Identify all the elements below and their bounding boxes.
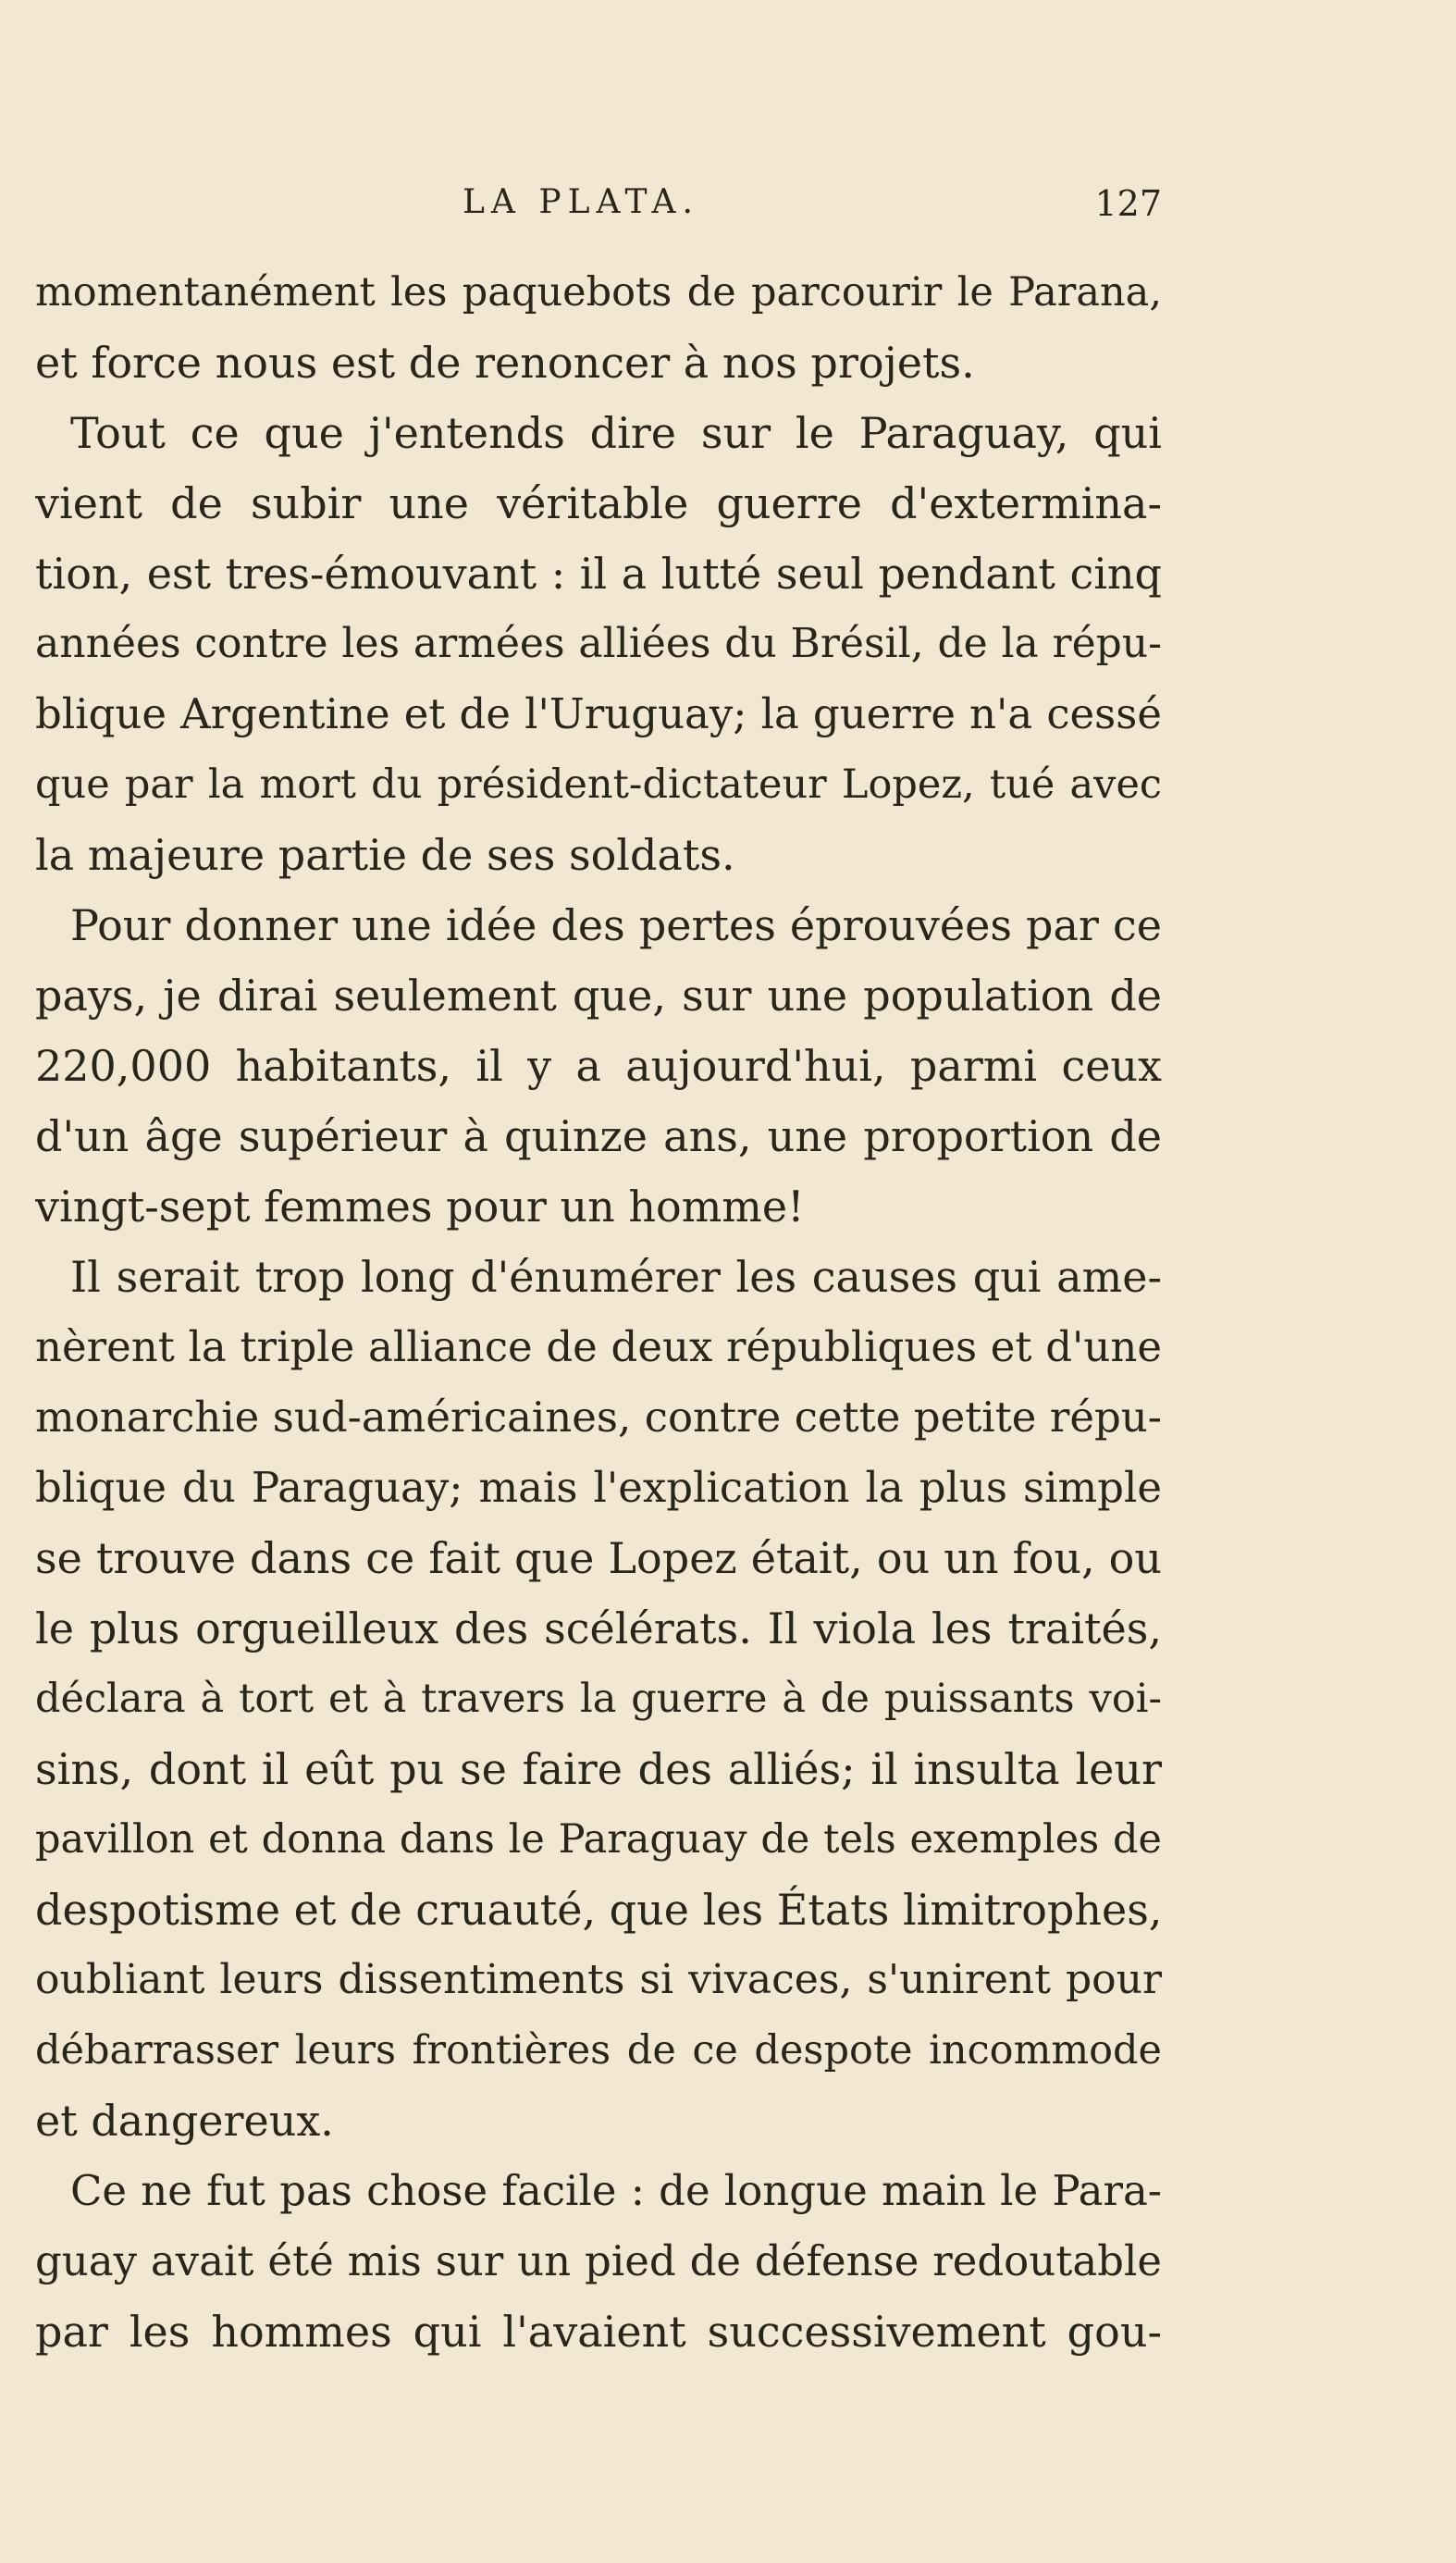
text-line: et force nous est de renoncer à nos projets. xyxy=(35,338,975,388)
text-line: despotisme et de cruauté, que les États limitrophes, xyxy=(35,1885,1162,1935)
text-line: se trouve dans ce fait que Lopez était, ou un fou, ou xyxy=(35,1533,1162,1583)
text-line: oubliant leurs dissentiments si vivaces, s'unirent pour xyxy=(35,1956,1162,2003)
text-line: sins, dont il eût pu se faire des alliés; il insulta leur xyxy=(35,1744,1162,1794)
text-line: années contre les armées alliées du Brésil, de la répu- xyxy=(35,620,1162,667)
text-line: la majeure partie de ses soldats. xyxy=(35,830,735,880)
page-number: 127 xyxy=(1094,183,1162,224)
text-line: Tout ce que j'entends dire sur le Paraguay, qui xyxy=(70,408,1162,458)
text-line: vingt-sept femmes pour un homme! xyxy=(35,1182,805,1232)
text-line: et dangereux. xyxy=(35,2096,334,2146)
text-line: débarrasser leurs frontières de ce despote incommode xyxy=(35,2027,1162,2074)
text-line: Il serait trop long d'énumérer les causes qui ame- xyxy=(70,1252,1162,1302)
text-line: déclara à tort et à travers la guerre à de puissants voi- xyxy=(35,1676,1162,1722)
body-text xyxy=(35,257,1162,2367)
text-line: nèrent la triple alliance de deux républiques et d'une xyxy=(35,1322,1162,1371)
text-line: tion, est tres-émouvant : il a lutté seul pendant cinq xyxy=(35,549,1162,599)
text-line: Ce ne fut pas chose facile : de longue main le Para- xyxy=(70,2166,1162,2215)
text-line: vient de subir une véritable guerre d'extermina- xyxy=(35,478,1162,528)
text-line: pays, je dirai seulement que, sur une population de xyxy=(35,971,1162,1021)
text-line: momentanément les paquebots de parcourir le Parana, xyxy=(35,269,1162,316)
text-line: guay avait été mis sur un pied de défense redoutable xyxy=(35,2236,1162,2285)
text-line: blique Argentine et de l'Uruguay; la guerre n'a cessé xyxy=(35,689,1162,738)
text-line: Pour donner une idée des pertes éprouvées par ce xyxy=(70,900,1162,950)
text-line: blique du Paraguay; mais l'explication la plus simple xyxy=(35,1463,1162,1512)
text-line: que par la mort du président-dictateur Lopez, tué avec xyxy=(35,761,1162,808)
text-line: le plus orgueilleux des scélérats. Il viola les traités, xyxy=(35,1603,1162,1653)
text-line: 220,000 habitants, il y a aujourd'hui, parmi ceux xyxy=(35,1041,1162,1091)
running-title: LA PLATA. xyxy=(463,183,699,221)
text-line: d'un âge supérieur à quinze ans, une proportion de xyxy=(35,1111,1162,1161)
text-line: monarchie sud-américaines, contre cette petite répu- xyxy=(35,1393,1162,1442)
text-line: pavillon et donna dans le Paraguay de tels exemples de xyxy=(35,1816,1162,1863)
text-line: par les hommes qui l'avaient successivement gou- xyxy=(35,2307,1162,2357)
page-header xyxy=(35,183,1162,239)
